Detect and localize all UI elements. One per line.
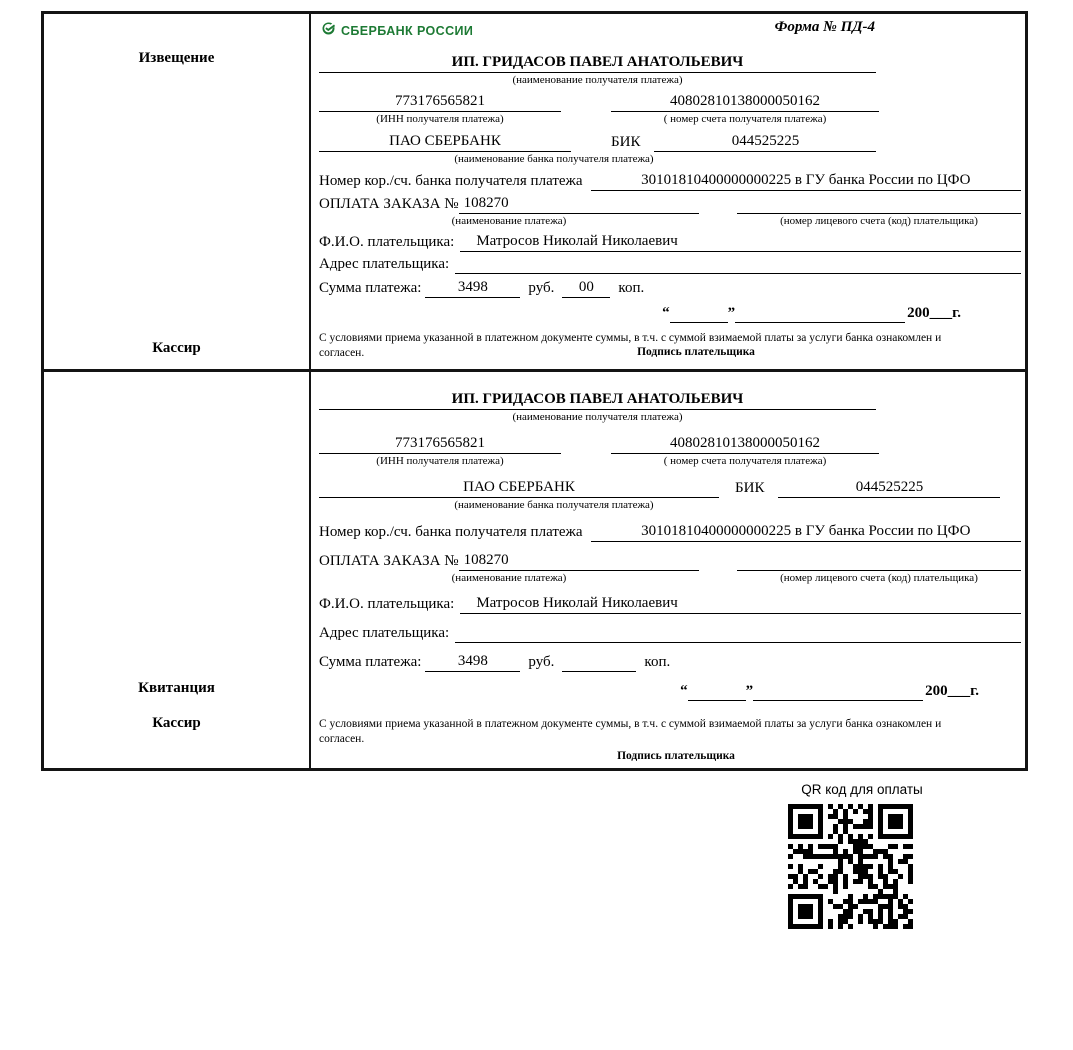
date-year-label: 200___г. xyxy=(907,305,961,321)
payee-name: ИП. ГРИДАСОВ ПАВЕЛ АНАТОЛЬЕВИЧ xyxy=(319,390,876,410)
payer-address-label: Адрес плательщика: xyxy=(319,625,450,641)
corr-account-value: 30101810400000000225 в ГУ банка России по ЦФО xyxy=(591,171,1021,191)
amount-rub-value: 3498 xyxy=(425,278,520,298)
rub-label: руб. xyxy=(528,280,555,296)
personal-account-field xyxy=(737,552,1021,571)
payee-account-value: 40802810138000050162 xyxy=(611,92,879,112)
date-quote-close: ” xyxy=(745,683,754,699)
date-day-field xyxy=(670,304,728,323)
receipt-cashier-label: Кассир xyxy=(152,715,201,731)
payment-caption-gap xyxy=(699,215,737,227)
receipt-stub xyxy=(44,372,311,768)
signature-label: Подпись плательщика xyxy=(637,345,755,358)
payer-name-value: Матросов Николай Николаевич xyxy=(460,232,1021,252)
bik-label: БИК xyxy=(611,134,641,150)
inn-caption: (ИНН получателя платежа) xyxy=(376,455,504,467)
date-month-field xyxy=(735,304,905,323)
sberbank-logo-icon xyxy=(321,21,336,41)
payer-address-field xyxy=(455,255,1021,274)
receipt-section xyxy=(44,372,1025,768)
payer-address-label: Адрес плательщика: xyxy=(319,256,450,272)
amount-kop-value: 00 xyxy=(562,278,610,298)
personal-account-caption: (номер лицевого счета (код) плательщика) xyxy=(780,215,978,227)
qr-label: QR код для оплаты xyxy=(801,782,923,797)
bank-caption: (наименование банка получателя платежа) xyxy=(454,499,654,511)
personal-account-caption: (номер лицевого счета (код) плательщика) xyxy=(780,572,978,584)
payment-purpose-label: ОПЛАТА ЗАКАЗА № xyxy=(319,553,459,569)
qr-block xyxy=(786,782,938,929)
date-quote-open: “ xyxy=(662,305,670,321)
sum-label: Сумма платежа: xyxy=(319,654,422,670)
receipt-content xyxy=(311,372,1025,768)
payment-purpose-label: ОПЛАТА ЗАКАЗА № xyxy=(319,196,459,212)
payee-caption: (наименование получателя платежа) xyxy=(512,74,683,86)
payer-name-label: Ф.И.О. плательщика: xyxy=(319,596,455,612)
amount-kop-value xyxy=(562,653,636,672)
notice-cashier-label: Кассир xyxy=(152,340,201,356)
date-year-label: 200___г. xyxy=(925,683,979,699)
qr-code xyxy=(788,804,913,929)
corr-account-label: Номер кор./сч. банка получателя платежа xyxy=(319,524,583,540)
agreement-text: С условиями приема указанной в платежном документе суммы, в т.ч. с суммой взимаемой платы за услуги банка ознакомлен и согласен. xyxy=(319,332,942,359)
receipt-label: Квитанция xyxy=(138,680,215,696)
payee-account-value: 40802810138000050162 xyxy=(611,434,879,454)
order-number-value: 108270 xyxy=(459,551,699,571)
account-caption: ( номер счета получателя платежа) xyxy=(663,455,827,467)
payer-name-label: Ф.И.О. плательщика: xyxy=(319,234,455,250)
corr-account-value: 30101810400000000225 в ГУ банка России по ЦФО xyxy=(591,522,1021,542)
sum-label: Сумма платежа: xyxy=(319,280,422,296)
bik-value: 044525225 xyxy=(778,478,1000,498)
notice-stub xyxy=(44,14,311,369)
agreement-text: С условиями приема указанной в платежном документе суммы, в т.ч. с суммой взимаемой платы за услуги банка ознакомлен и согласен. xyxy=(319,718,942,745)
payee-name: ИП. ГРИДАСОВ ПАВЕЛ АНАТОЛЬЕВИЧ xyxy=(319,53,876,73)
sberbank-logo-text: СБЕРБАНК РОССИИ xyxy=(341,24,474,38)
date-quote-close: ” xyxy=(727,305,736,321)
rub-label: руб. xyxy=(528,654,555,670)
payer-name-value: Матросов Николай Николаевич xyxy=(460,594,1021,614)
personal-account-field xyxy=(737,195,1021,214)
bank-name-value: ПАО СБЕРБАНК xyxy=(319,478,719,498)
signature-label: Подпись плательщика xyxy=(617,749,735,762)
kop-label: коп. xyxy=(618,280,645,296)
amount-rub-value: 3498 xyxy=(425,652,520,672)
notice-section xyxy=(44,14,1025,372)
notice-header-row xyxy=(319,17,1021,49)
payee-caption: (наименование получателя платежа) xyxy=(512,411,683,423)
payment-caption: (наименование платежа) xyxy=(451,572,567,584)
inn-caption: (ИНН получателя платежа) xyxy=(376,113,504,125)
notice-content xyxy=(311,14,1025,369)
payee-inn-value: 773176565821 xyxy=(319,434,561,454)
bik-value: 044525225 xyxy=(654,132,876,152)
payment-caption: (наименование платежа) xyxy=(451,215,567,227)
payment-form-pd4 xyxy=(41,11,1028,771)
date-month-field xyxy=(753,682,923,701)
payment-caption-gap xyxy=(699,572,737,584)
account-caption: ( номер счета получателя платежа) xyxy=(663,113,827,125)
bank-name-value: ПАО СБЕРБАНК xyxy=(319,132,571,152)
payee-inn-value: 773176565821 xyxy=(319,92,561,112)
form-number: Форма № ПД-4 xyxy=(774,19,875,35)
order-number-value: 108270 xyxy=(459,194,699,214)
corr-account-label: Номер кор./сч. банка получателя платежа xyxy=(319,173,583,189)
kop-label: коп. xyxy=(644,654,671,670)
sberbank-logo xyxy=(319,17,473,41)
notice-label: Извещение xyxy=(138,50,215,66)
date-quote-open: “ xyxy=(680,683,688,699)
bank-caption: (наименование банка получателя платежа) xyxy=(454,153,654,165)
payer-address-field xyxy=(455,624,1021,643)
bik-label: БИК xyxy=(735,480,765,496)
date-day-field xyxy=(688,682,746,701)
